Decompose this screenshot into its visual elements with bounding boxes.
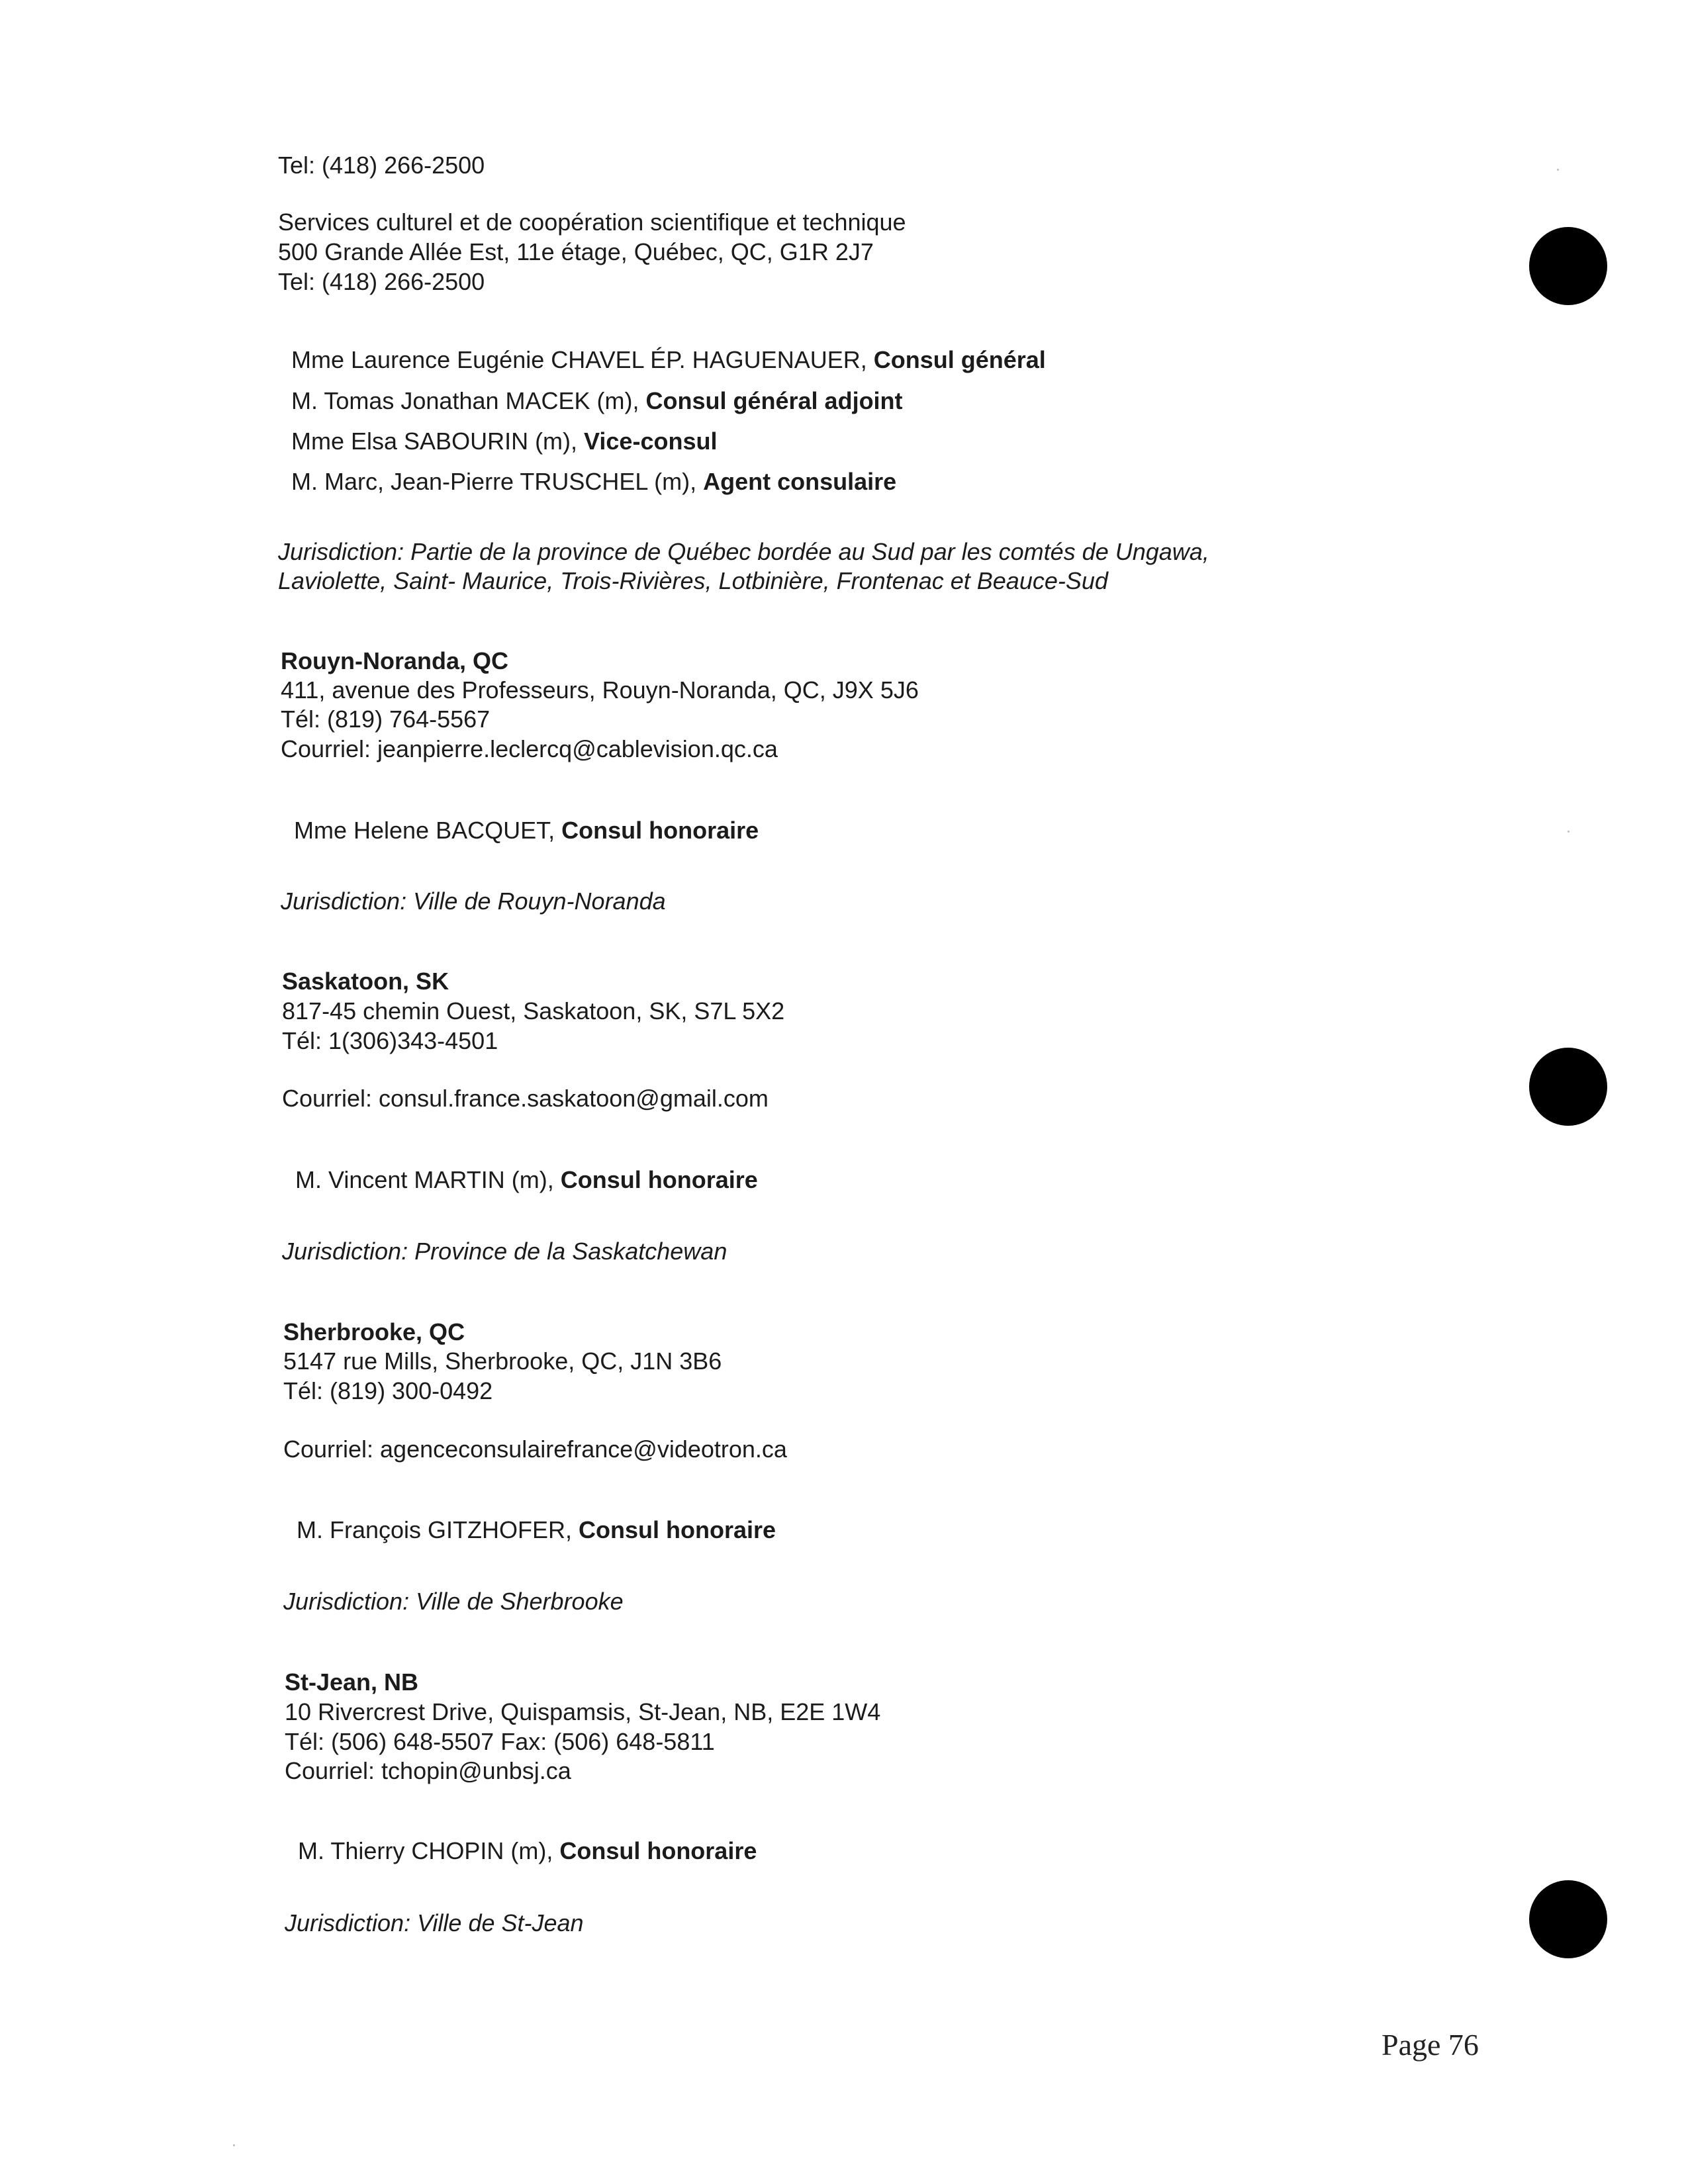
tel-line: Tél: 1(306)343-4501 [282,1027,498,1054]
page-number: Page 76 [1382,2028,1479,2062]
services-address: 500 Grande Allée Est, 11e étage, Québec, QC, G1R 2J7 [278,238,874,265]
address-line: 10 Rivercrest Drive, Quispamsis, St-Jean, NB, E2E 1W4 [285,1698,881,1725]
punch-hole-middle [1529,1048,1607,1126]
staff-entry [291,427,717,456]
staff-name: Mme Helene BACQUET, [294,817,562,844]
staff-title: Consul honoraire [559,1837,757,1864]
services-title: Services culturel et de coopération scientifique et technique [278,208,906,236]
address-line: 5147 rue Mills, Sherbrooke, QC, J1N 3B6 [283,1347,722,1375]
tel-line: Tel: (418) 266-2500 [278,152,485,179]
staff-entry [295,1165,758,1195]
scan-speck [233,2144,235,2146]
staff-entry [291,467,896,496]
email-line: Courriel: jeanpierre.leclercq@cablevision.qc.ca [281,735,778,762]
section-heading: Sherbrooke, QC [283,1318,465,1345]
address-line: 411, avenue des Professeurs, Rouyn-Noranda, QC, J9X 5J6 [281,676,919,704]
punch-hole-top [1529,227,1607,305]
tel-line: Tél: (819) 300-0492 [283,1377,493,1404]
staff-title: Consul honoraire [561,817,759,844]
email-line: Courriel: consul.france.saskatoon@gmail.com [282,1085,769,1112]
staff-title: Consul honoraire [560,1166,758,1193]
jurisdiction-text: Jurisdiction: Ville de St-Jean [285,1909,584,1936]
section-heading: Saskatoon, SK [282,968,449,995]
staff-title: Vice-consul [584,428,718,455]
staff-entry [298,1837,757,1866]
address-line: 817-45 chemin Ouest, Saskatoon, SK, S7L 5X2 [282,997,785,1024]
staff-title: Consul honoraire [579,1516,776,1543]
staff-name: Mme Elsa SABOURIN (m), [291,428,585,455]
jurisdiction-text: Laviolette, Saint- Maurice, Trois-Rivières, Lotbinière, Frontenac et Beauce-Sud [278,567,1108,594]
punch-hole-bottom [1529,1880,1607,1958]
staff-name: M. Thierry CHOPIN (m), [298,1837,560,1864]
jurisdiction-text: Jurisdiction: Ville de Sherbrooke [283,1588,624,1615]
email-line: Courriel: agenceconsulairefrance@videotron.ca [283,1435,787,1463]
staff-title: Agent consulaire [703,468,897,495]
section-heading: St-Jean, NB [285,1668,419,1696]
staff-name: M. Tomas Jonathan MACEK (m), [291,387,646,414]
staff-name: M. François GITZHOFER, [297,1516,579,1543]
staff-entry [294,816,759,845]
staff-title: Consul général [873,346,1046,373]
tel-line: Tél: (506) 648-5507 Fax: (506) 648-5811 [285,1728,715,1755]
staff-entry [297,1516,776,1545]
services-tel: Tel: (418) 266-2500 [278,268,485,295]
email-line: Courriel: tchopin@unbsj.ca [285,1757,571,1784]
jurisdiction-text: Jurisdiction: Ville de Rouyn-Noranda [281,887,666,915]
scan-speck [1568,831,1570,833]
section-heading: Rouyn-Noranda, QC [281,647,509,674]
jurisdiction-text: Jurisdiction: Partie de la province de Québec bordée au Sud par les comtés de Ungawa, [278,538,1209,565]
staff-entry [291,345,1046,375]
staff-name: M. Marc, Jean-Pierre TRUSCHEL (m), [291,468,704,495]
scan-speck [1557,169,1559,171]
jurisdiction-text: Jurisdiction: Province de la Saskatchewan [282,1238,727,1265]
tel-line: Tél: (819) 764-5567 [281,705,491,733]
staff-entry [291,387,903,416]
staff-title: Consul général adjoint [645,387,903,414]
staff-name: M. Vincent MARTIN (m), [295,1166,561,1193]
staff-name: Mme Laurence Eugénie CHAVEL ÉP. HAGUENAUER, [291,346,874,373]
